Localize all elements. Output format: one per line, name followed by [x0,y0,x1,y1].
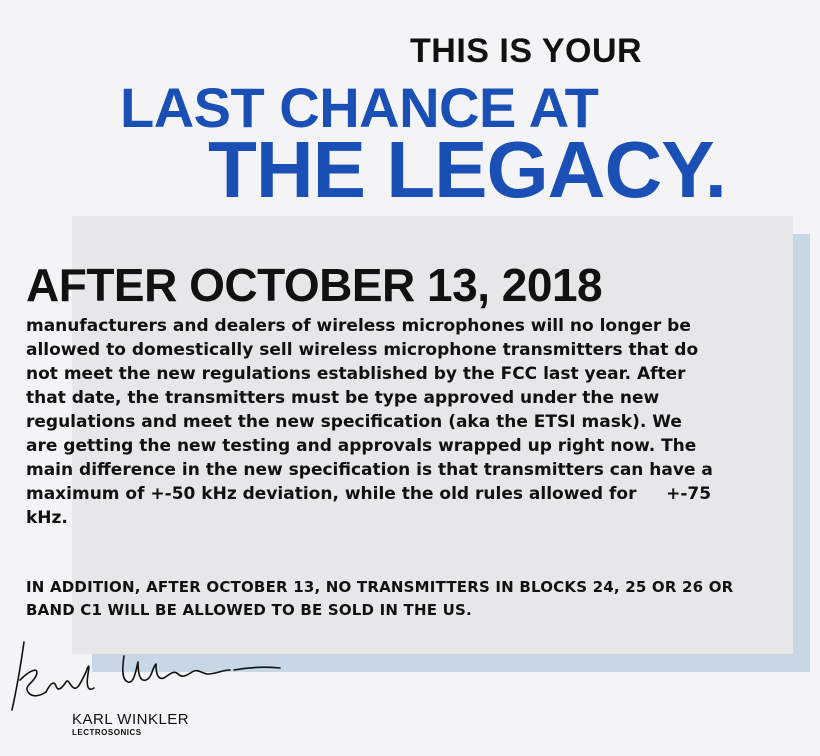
body-paragraph: manufacturers and dealers of wireless microphones will no longer be allowed to domestically sell wireless microphone transmitters that do not meet the new regulations established by the FCC last year. After that date, the transmitters must be type approved under the new regulations and meet the new specification (aka the ETSI mask). We are getting the new testing and approvals wrapped up right now. The main difference in the new specification is that transmitters can have a maximum of +-50 kHz deviation, while the old rules allowed for +-75 kHz. [26,316,719,528]
headline-line-3: THE LEGACY. [208,125,726,214]
signature-image [6,630,286,716]
headline-line-2: LAST CHANCE AT [120,76,599,139]
date-heading: AFTER OCTOBER 13, 2018 [26,259,603,311]
signer-name: KARL WINKLER [72,711,190,728]
signer-company: LECTROSONICS [72,728,142,737]
headline-line-1: THIS IS YOUR [410,32,643,70]
notice-paragraph: IN ADDITION, AFTER OCTOBER 13, NO TRANSMITTERS IN BLOCKS 24, 25 OR 26 OR BAND C1 WILL BE ALLOWED TO BE SOLD IN THE US. [26,578,734,619]
